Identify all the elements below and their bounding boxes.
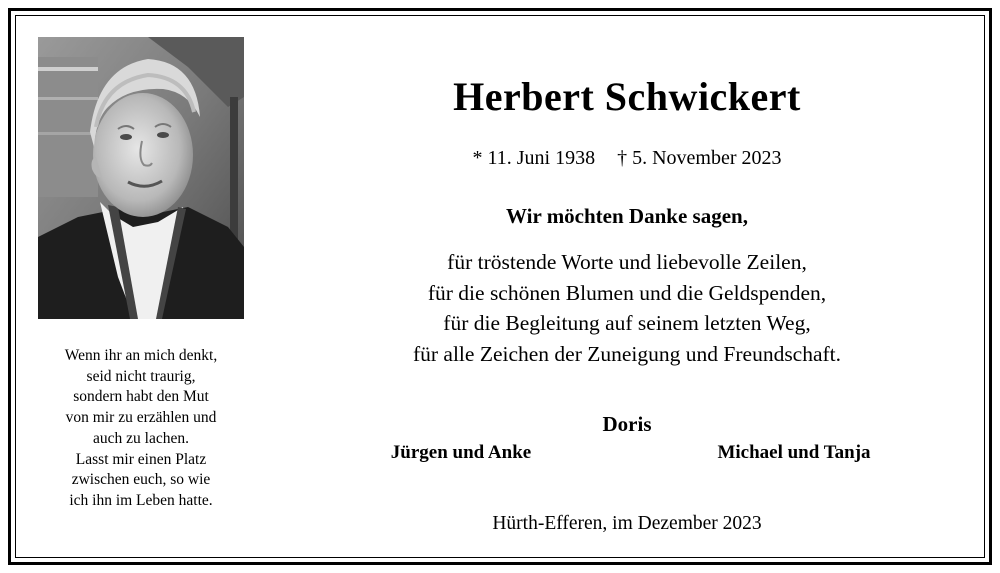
poem-line: sondern habt den Mut <box>73 388 209 406</box>
death-date: † 5. November 2023 <box>617 147 782 169</box>
memorial-poem <box>29 346 253 512</box>
thanks-line: für alle Zeichen der Zuneigung und Freundschaft. <box>412 341 842 366</box>
poem-line: Lasst mir einen Platz <box>75 450 207 468</box>
birth-date: * 11. Juni 1938 <box>472 147 596 169</box>
poem-line: zwischen euch, so wie <box>71 471 211 489</box>
signature-main: Doris <box>602 412 652 436</box>
thanks-line: für tröstende Worte und liebevolle Zeilen, <box>447 250 807 274</box>
deceased-name: Herbert Schwickert <box>453 74 801 119</box>
life-dates <box>311 145 943 171</box>
thanks-line: für die schönen Blumen und die Geldspenden, <box>427 280 827 305</box>
portrait-photo <box>38 37 244 319</box>
signature-right: Michael und Tanja <box>717 442 871 463</box>
poem-line: auch zu lachen. <box>93 429 189 447</box>
place-and-date: Hürth-Efferen, im Dezember 2023 <box>492 513 762 534</box>
poem-line: von mir zu erzählen und <box>65 409 217 427</box>
signature-left: Jürgen und Anke <box>390 442 532 463</box>
thanks-line: für die Begleitung auf seinem letzten Weg, <box>443 311 811 335</box>
thanks-text <box>291 247 963 369</box>
poem-line: Wenn ihr an mich denkt, <box>64 347 218 364</box>
poem-line: ich ihn im Leben hatte. <box>69 491 213 509</box>
thanks-heading: Wir möchten Danke sagen, <box>506 204 748 228</box>
notice-frame <box>8 8 992 565</box>
poem-line: seid nicht traurig, <box>86 367 196 385</box>
